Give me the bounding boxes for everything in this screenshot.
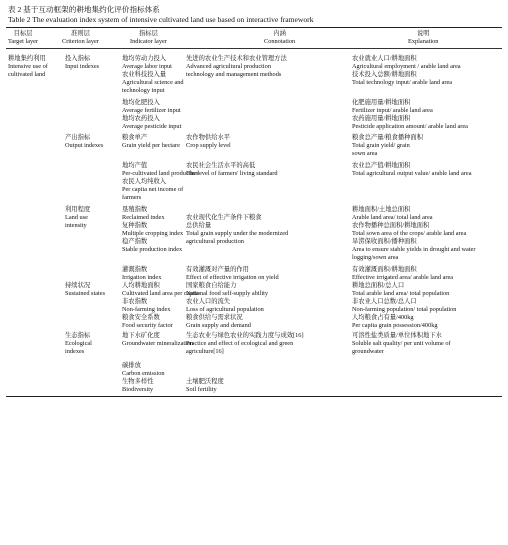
table-cell: Multiple cropping index — [122, 230, 184, 237]
bottom-rule — [6, 396, 502, 397]
table-cell: logging/sown area — [352, 254, 399, 261]
table-cell: Groundwater mineralization — [122, 340, 194, 347]
table-cell: Soil fertility — [186, 386, 217, 393]
table-cell: 稳产指数 — [122, 238, 148, 245]
table-cell: Arable land area/ total land area — [352, 214, 433, 221]
table-cell: National food self-supply ability — [186, 290, 269, 297]
table-cell: Biodiversity — [122, 386, 154, 393]
table-cell: 地均劳动力投入 — [122, 55, 167, 62]
table-cell: 农业现代化生产条件下粮食 — [186, 214, 262, 221]
table-cell: Stable production index — [122, 246, 183, 253]
table-cell: 先进的农业生产技术和农业管理方法 — [186, 55, 287, 62]
table-cell: 粮食供给与需求状况 — [186, 314, 243, 321]
table-cell: Non-farming population/ total population — [352, 306, 457, 313]
table-cell: Advanced agricultural production — [186, 63, 271, 70]
table-cell: agricultural production — [186, 238, 244, 245]
table-cell: 生物多样性 — [122, 378, 154, 385]
header-en: Criterion layer — [62, 38, 99, 45]
table-cell: Agricultural employment / arable land area — [352, 63, 461, 70]
table-cell: Total agricultural output value/ arable land area — [352, 170, 472, 177]
table-cell: The level of farmers' living standard — [186, 170, 278, 177]
table-cell: 有效灌溉面积/耕地面积 — [352, 266, 417, 273]
table-caption-en: Table 2 The evaluation index system of intensive cultivated land use based on interactive framework — [8, 15, 314, 24]
header-connotation — [264, 30, 295, 46]
table-cell: 粮食安全系数 — [122, 314, 160, 321]
table-cell: Total grain supply under the modernized — [186, 230, 289, 237]
table-cell: Crop supply level — [186, 142, 231, 149]
table-cell: farmers — [122, 194, 142, 201]
header-explanation — [408, 30, 438, 46]
table-cell: 地均农药投入 — [122, 115, 160, 122]
table-cell: Average pesticide input — [122, 123, 182, 130]
table-cell: 投入指标 — [65, 55, 91, 62]
table-cell: 农业人口的流失 — [186, 298, 231, 305]
table-cell: 利用程度 — [65, 206, 91, 213]
table-cell: Input indexes — [65, 63, 100, 70]
table-cell: 持续状况 — [65, 282, 91, 289]
table-cell: 总供给量 — [186, 222, 212, 229]
table-cell: 农民人均纯收入 — [122, 178, 167, 185]
table-caption-cn: 表 2 基于互动框架的耕地集约化评价指标体系 — [8, 5, 160, 14]
table-cell: 灌溉指数 — [122, 266, 148, 273]
header-cn: 指标层 — [139, 30, 158, 37]
table-cell: technology and management methods — [186, 71, 282, 78]
table-cell: 地均化肥投入 — [122, 99, 160, 106]
header-en: Target layer — [8, 38, 39, 45]
table-cell: 土壤肥沃程度 — [186, 378, 224, 385]
table-cell: 地均产值 — [122, 162, 148, 169]
table-cell: Practice and effect of ecological and green — [186, 340, 294, 347]
table-cell: 生态指标 — [65, 332, 91, 339]
table-cell: Land use — [65, 214, 88, 221]
table-cell: 非农指数 — [122, 298, 148, 305]
table-cell: 农作物播种总面积/耕地面积 — [352, 222, 430, 229]
table-cell: 耕地总面积/总人口 — [352, 282, 405, 289]
table-cell: 生态农业与绿色农业的实践力度与成效[16] — [186, 332, 304, 339]
table-cell: 有效灌溉对产量的作用 — [186, 266, 249, 273]
header-en: Explanation — [408, 38, 439, 45]
header-cn: 准则层 — [71, 30, 90, 37]
table-cell: Average fertilizer input — [122, 107, 181, 114]
table-cell: Food security factor — [122, 322, 173, 329]
table-cell: 国家粮食自给能力 — [186, 282, 237, 289]
table-cell: Ecological — [65, 340, 92, 347]
table-cell: 人均耕地面积 — [122, 282, 160, 289]
top-rule — [6, 27, 502, 28]
table-cell: 化肥施用量/耕地面积 — [352, 99, 411, 106]
header-en: Connotation — [264, 38, 296, 45]
table-cell: Non-farming index — [122, 306, 171, 313]
table-cell: Per capita net income of — [122, 186, 184, 193]
table-cell: Total grain yield/ grain — [352, 142, 410, 149]
table-cell: Total sown area of the crops/ arable land area — [352, 230, 467, 237]
header-cn: 目标层 — [13, 30, 33, 37]
table-cell: sown area — [352, 150, 378, 157]
table-cell: Average labor input — [122, 63, 172, 70]
table-cell: 旱涝保收面积/播种面积 — [352, 238, 417, 245]
table-cell: 耕地面积/土地总面积 — [352, 206, 411, 213]
table-cell: Effective irrigated area/ arable land area — [352, 274, 454, 281]
table-cell: 碳排放 — [122, 362, 141, 369]
table-cell: Area to ensure stable yields in drought and water — [352, 246, 476, 253]
header-rule — [6, 48, 502, 49]
table-cell: Carbon emission — [122, 370, 165, 377]
table-cell: Grain yield per hectare — [122, 142, 180, 149]
table-cell: 粮食总产量/粮食播种面积 — [352, 134, 424, 141]
table-cell: Output indexes — [65, 142, 104, 149]
table-cell: 非农业人口总数/总人口 — [352, 298, 417, 305]
table-cell: Loss of agricultural population — [186, 306, 264, 313]
table-cell: 技术投入总额/耕地面积 — [352, 71, 417, 78]
table-cell: Intensive use of — [8, 63, 48, 70]
table-cell: 地下水矿化度 — [122, 332, 160, 339]
table-cell: technology input — [122, 87, 165, 94]
table-cell: Per-cultivated land production — [122, 170, 199, 177]
table-cell: 农药施用量/耕地面积 — [352, 115, 411, 122]
table-cell: 粮食单产 — [122, 134, 148, 141]
header-cn: 说明 — [416, 30, 430, 37]
header-en: Indicator layer — [130, 38, 167, 45]
table-cell: Cultivated land area per capita — [122, 290, 199, 297]
header-cn: 内涵 — [273, 30, 286, 37]
table-cell: intensity — [65, 222, 87, 229]
table-cell: 农业就业人口/耕地面积 — [352, 55, 417, 62]
table-cell: 可溶性盐类质量/单位体积地下水 — [352, 332, 442, 339]
table-cell: Irrigation index — [122, 274, 162, 281]
table-cell: 复种指数 — [122, 222, 148, 229]
table-cell: agriculture[16] — [186, 348, 224, 355]
table-cell: 产出指标 — [65, 134, 91, 141]
header-target-layer — [8, 30, 38, 46]
table-cell: Sustained states — [65, 290, 106, 297]
table-cell: Soluble salt quality/ per unit volume of — [352, 340, 451, 347]
table-cell: 农作物供给水平 — [186, 134, 231, 141]
table-cell: Effect of effective irrigation on yield — [186, 274, 279, 281]
table-cell: 农民社会生活水平的高低 — [186, 162, 256, 169]
table-cell: 人均粮食占有量/400kg — [352, 314, 414, 321]
header-indicator-layer — [130, 30, 167, 46]
table-cell: 垦殖指数 — [122, 206, 148, 213]
table-cell: Fertilizer input/ arable land area — [352, 107, 433, 114]
table-cell: indexes — [65, 348, 85, 355]
table-cell: Per capita grain possession/400kg — [352, 322, 438, 329]
table-cell: Grain supply and demand — [186, 322, 251, 329]
table-cell: 农业总产值/耕地面积 — [352, 162, 411, 169]
table-cell: cultivated land — [8, 71, 46, 78]
table-cell: 农业科技投入量 — [122, 71, 167, 78]
table-cell: Pesticide application amount/ arable land area — [352, 123, 468, 130]
table-cell: groundwater — [352, 348, 384, 355]
table-cell: Total technology input/ arable land area — [352, 79, 453, 86]
table-cell: 耕地集约利用 — [8, 55, 46, 62]
table-cell: Total arable land area/ total population — [352, 290, 450, 297]
table-cell: Reclaimed index — [122, 214, 165, 221]
table-cell: Agricultural science and — [122, 79, 184, 86]
header-criterion-layer — [62, 30, 99, 46]
